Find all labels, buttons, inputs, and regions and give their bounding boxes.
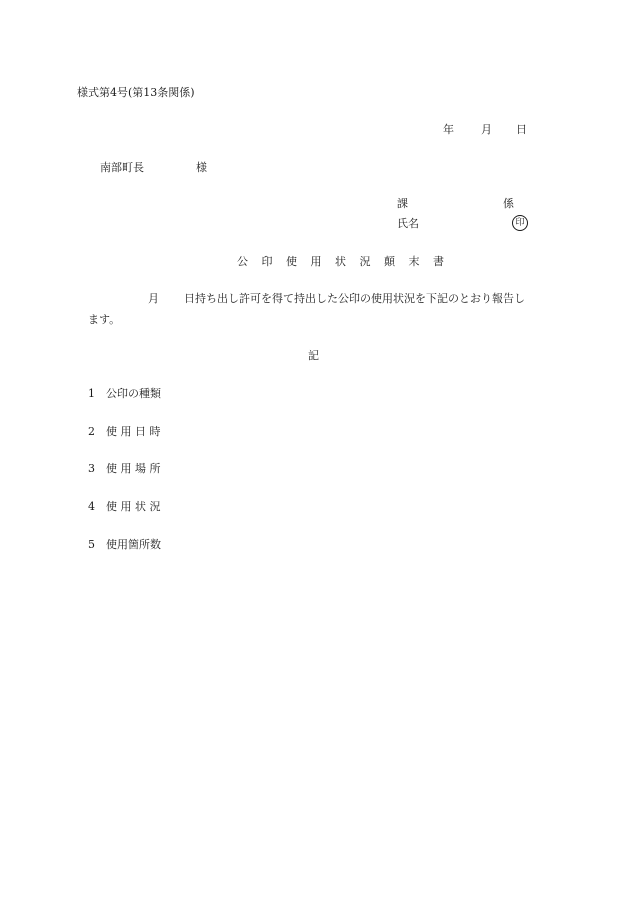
item-number: 2: [88, 425, 95, 438]
item-label: 使 用 場 所: [106, 462, 161, 475]
document-title: 公 印 使 用 状 況 顛 末 書: [237, 255, 449, 268]
sender-name-label: 氏名: [397, 217, 419, 230]
item-label: 使用箇所数: [106, 538, 161, 551]
item-label: 使 用 状 況: [106, 500, 161, 513]
item-label: 公印の種類: [106, 387, 161, 400]
body-text-line1: 日持ち出し許可を得て持出した公印の使用状況を下記のとおり報告し: [184, 292, 525, 305]
item-number: 1: [88, 387, 95, 400]
seal-mark: 印: [512, 215, 528, 231]
item-number: 5: [88, 538, 95, 551]
body-text-line2: ます。: [88, 313, 121, 326]
item-number: 4: [88, 500, 95, 513]
body-month-label: 月: [148, 292, 159, 305]
date-month-label: 月: [481, 123, 492, 136]
sender-department-label: 課: [397, 197, 408, 210]
date-day-label: 日: [516, 123, 527, 136]
sender-section-label: 係: [503, 197, 514, 210]
date-year-label: 年: [443, 123, 454, 136]
item-label: 使 用 日 時: [106, 425, 161, 438]
item-number: 3: [88, 462, 95, 475]
recipient-name: 南部町長: [100, 161, 144, 174]
recipient-honorific: 様: [196, 161, 207, 174]
form-number: 様式第4号(第13条関係): [77, 86, 195, 99]
ki-heading: 記: [308, 349, 319, 362]
